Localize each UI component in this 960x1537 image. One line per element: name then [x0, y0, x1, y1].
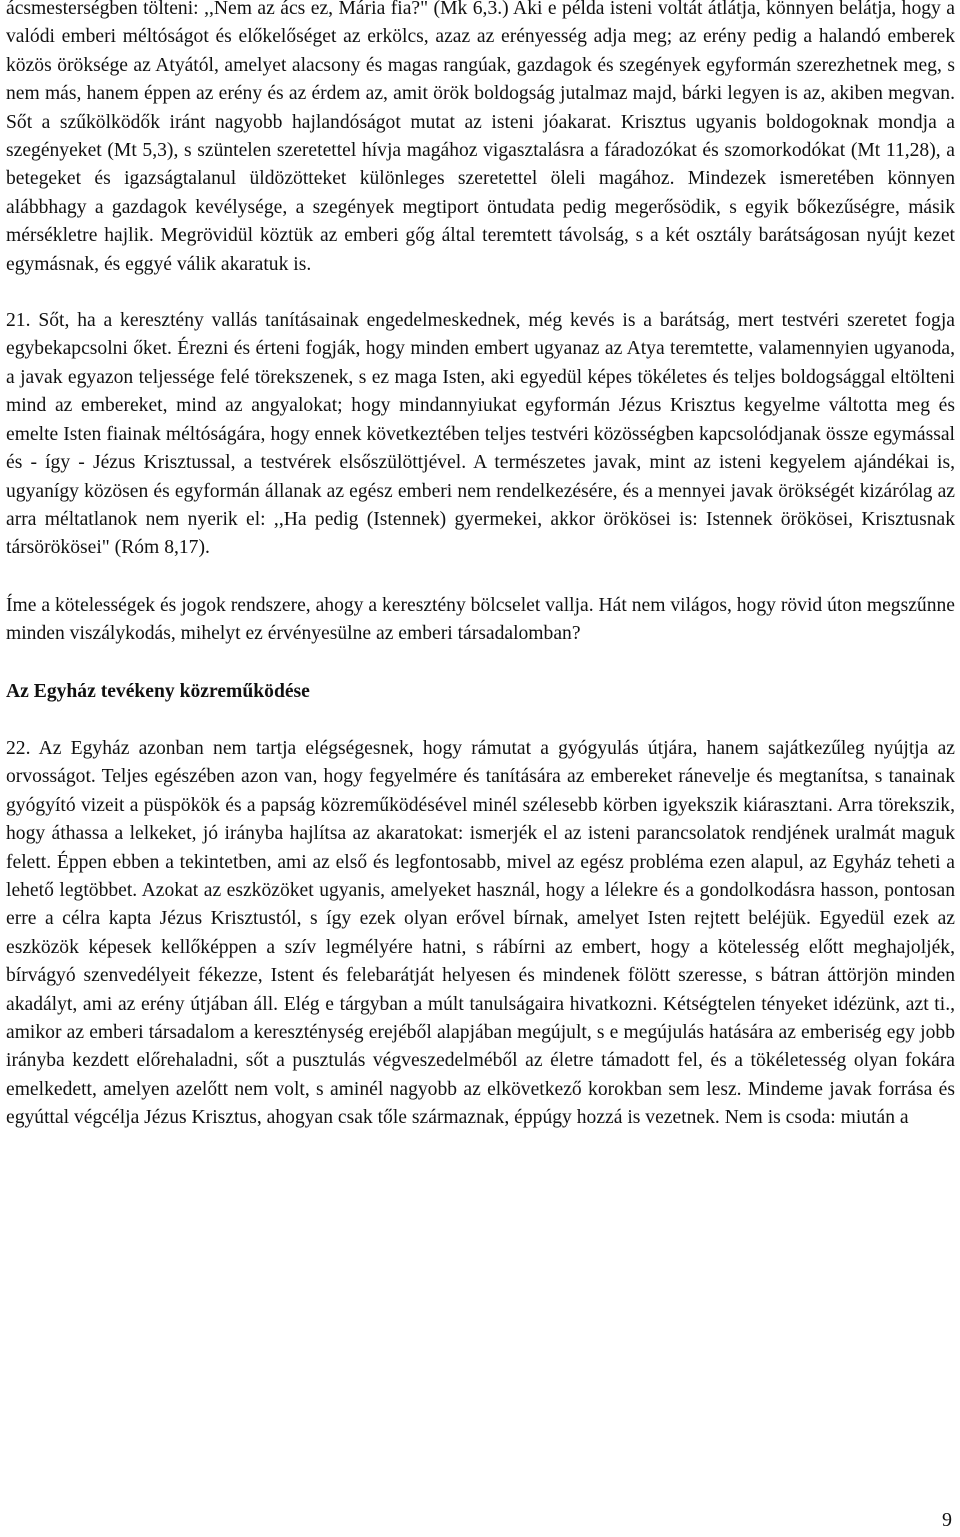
paragraph-spacer: [6, 563, 955, 592]
paragraph-spacer: [6, 279, 955, 307]
document-page: [6, 0, 955, 1133]
paragraph-22: 22. Az Egyház azonban nem tartja elégségesnek, hogy rámutat a gyógyulás útjára, hanem sajátkezűleg nyújtja az orvosságot. Teljes egészében azon van, hogy fegyelmére és tanítására az embereket ránevelje és megtanítsa, s tanainak gyógyító vizeit a püspökök és a papság közreműködésével minél szélesebb körben igyekszik kiárasztani. Arra törekszik, hogy áthassa a lelkeket, jó irányba hajlítsa az akaratokat: ismerjék el az isteni parancsolatok rendjének uralmát maguk felett. Éppen ebben a tekintetben, ami az első és legfontosabb, mivel az egész probléma ezen alapul, az Egyház teheti a lehető legtöbbet. Azokat az eszközöket ugyanis, amelyeket használ, hogy a lélekre és a gondolkodásra hasson, pontosan erre a célra kapta Jézus Krisztustól, s így ezek olyan erővel bírnak, amelyet Isten rejtett beléjük. Egyedül ezek az eszközök képesek kellőképpen a szív legmélyére hatni, s rábírni az embert, hogy a kötelesség előtt meghajoljék, bírvágyó szenvedélyeit fékezze, Istent és felebarátját helyesen és mindenek fölött szeresse, s bátran áttörjön minden akadályt, ami az erény útjában áll. Elég e tárgyban a múlt tanulságaira hivatkozni. Kétségtelen tényeket idézünk, azt ti., amikor az emberi társadalom a kereszténység erejéből alapjában megújult, s e megújulás hatására az emberiség egy jobb irányba kezdett előrehaladni, sőt a pusztulás végveszedelméből az életre támadott fel, és a tökéletesség olyan fokára emelkedett, amelyen azelőtt nem volt, s aminél nagyobb az elkövetkező korokban sem lesz. Mindeme javak forrása és egyúttal végcélja Jézus Krisztus, ahogyan csak tőle származnak, éppúgy hozzá is vezetnek. Nem is csoda: miután a: [6, 737, 955, 1129]
page-number: 9: [942, 1509, 952, 1531]
paragraph-continuation: ácsmesterségben tölteni: ,,Nem az ács ez, Mária fia?" (Mk 6,3.) Aki e példa isteni voltát átlátja, könnyen belátja, hogy a valódi emberi méltóságot és előkelőséget az erkölcs, azaz az erényesség adja meg; az erény pedig a halandó emberek közös öröksége az Atyától, amelyet alacsony és magas rangúak, gazdagok és szegények egyformán szerezhetnek meg, s nem más, hanem éppen az erény és az érdem az, amit örök boldogság jutalmaz majd, bárki legyen is az, akiben megvan. Sőt a szűkölködők iránt nagyobb hajlandóságot mutat az isteni jóakarat. Krisztus ugyanis boldogoknak mondja a szegényeket (Mt 5,3), s szüntelen szeretettel hívja magához vigasztalásra a fáradozókat és szomorkodókat (Mt 11,28), a betegeket és igazságtalanul üldözötteket különleges szeretettel öleli magához. Mindezek ismeretében könnyen alábbhagy a gazdagok kevélysége, a szegények megtiport öntudata pedig megerősödik, s egyik bőkezűségre, másik mérsékletre hajlik. Megrövidül köztük az emberi gőg által teremtett távolság, s a két osztály barátságosan nyújt kezet egymásnak, és eggyé válik akaratuk is.: [6, 0, 955, 275]
paragraph-spacer: [6, 649, 955, 678]
paragraph-summary: Íme a kötelességek és jogok rendszere, ahogy a keresztény bölcselet vallja. Hát nem világos, hogy rövid úton megszűnne minden viszálykodás, mihelyt ez érvényesülne az emberi társadalomban?: [6, 594, 955, 645]
section-heading: Az Egyház tevékeny közreműködése: [6, 680, 310, 702]
paragraph-21: 21. Sőt, ha a keresztény vallás tanításainak engedelmeskednek, még kevés is a barátság, mert testvéri szeretet fogja egybekapcsolni őket. Érezni és érteni fogják, hogy minden embert ugyanaz az Atya teremtette, valamennyien ugyanoda, a javak egyazon teljessége felé törekszenek, s ez maga Isten, aki egyedül képes tökéletes és teljes boldogsággal eltölteni mind az embereket, mind az angyalokat; hogy mindannyiukat egyformán Jézus Krisztus kegyelme váltotta meg és emelte Isten fiainak méltóságára, hogy ennek következtében teljes testvéri közösségben kapcsolódjanak össze egymással és - így - Jézus Krisztussal, a testvérek elsőszülöttjével. A természetes javak, mint az isteni kegyelem ajándékai is, ugyanígy közösen és egyformán állanak az egész emberi nem rendelkezésére, és a mennyei javak örökségét kizárólag az arra méltatlanok nem nyerik el: ,,Ha pedig (Istennek) gyermekei, akkor örökösei is: Istennek örökösei, Krisztusnak társörökösei" (Róm 8,17).: [6, 310, 955, 559]
paragraph-spacer: [6, 706, 955, 735]
